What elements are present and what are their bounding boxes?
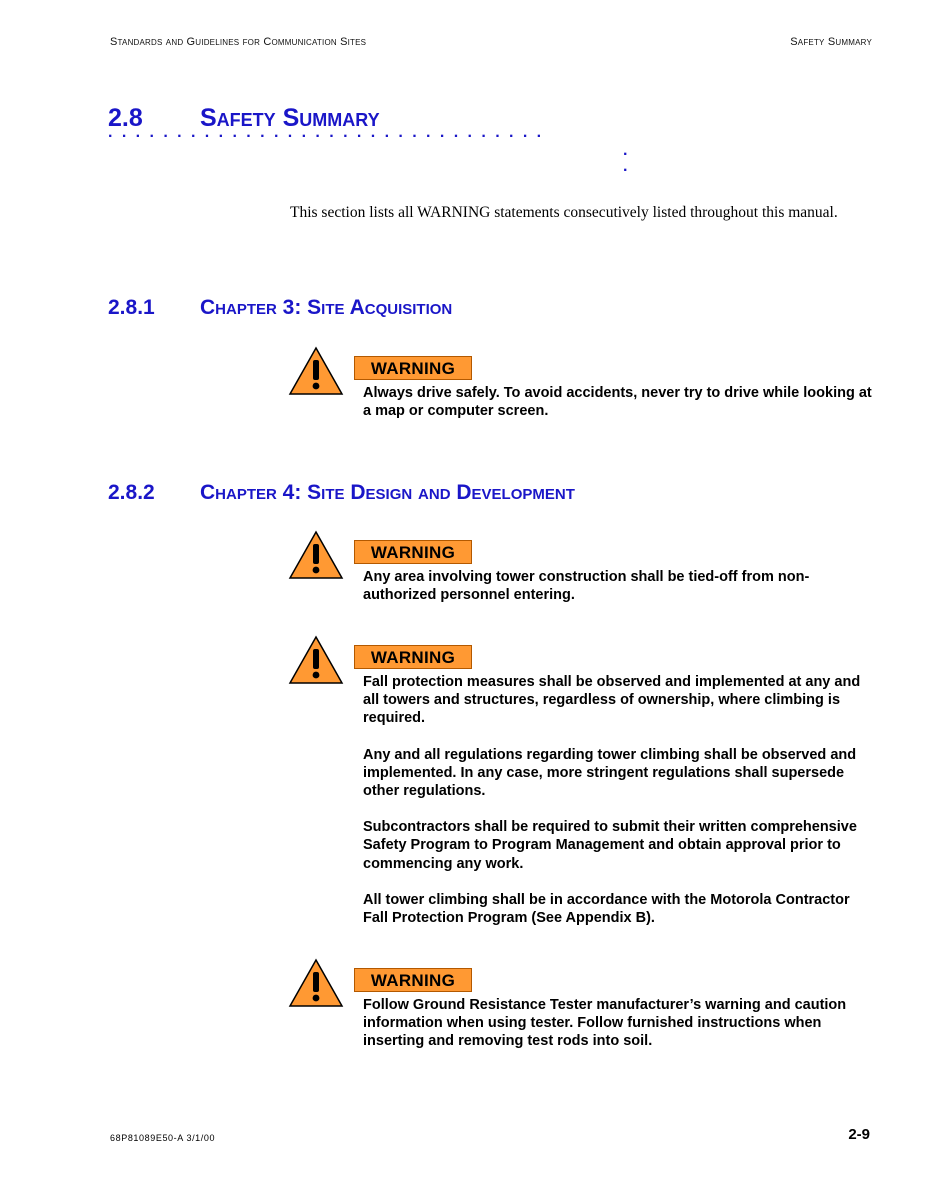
header-title: Standards and Guidelines for Communication Sites xyxy=(110,36,367,48)
subsection-title: Chapter 4: Site Design and Development xyxy=(200,481,575,504)
warning-paragraph: All tower climbing shall be in accordance with the Motorola Contractor Fall Protection Program (See Appendix B). xyxy=(363,891,850,927)
warning-label: WARNING xyxy=(354,540,472,564)
warning-label: WARNING xyxy=(354,356,472,380)
warning-triangle-icon xyxy=(288,530,344,580)
warning-text xyxy=(363,673,873,945)
warning-triangle-icon xyxy=(288,635,344,685)
warning-paragraph: Any and all regulations regarding tower climbing shall be observed and implemented. In any case, more stringent regulations shall supersede other regulations. xyxy=(363,746,857,800)
warning-text xyxy=(363,568,873,622)
header-section: Safety Summary xyxy=(790,36,872,48)
warning-text xyxy=(363,996,873,1069)
section-title: Safety Summary xyxy=(200,104,380,132)
warning-label: WARNING xyxy=(354,968,472,992)
warning-paragraph: Follow Ground Resistance Tester manufacturer’s warning and caution information when using tester. Follow furnished instructions when inserting and removing test rods into soil. xyxy=(363,997,847,1050)
warning-paragraph: Subcontractors shall be required to submit their written comprehensive Safety Program to Program Management and obtain approval prior to commencing any work. xyxy=(363,819,857,872)
warning-paragraph: Any area involving tower construction shall be tied-off from non-authorized personnel entering. xyxy=(363,569,810,604)
section-number: 2.8 xyxy=(108,104,143,132)
section-intro: This section lists all WARNING statements consecutively listed throughout this manual. xyxy=(290,204,838,221)
subsection-number: 2.8.2 xyxy=(108,481,155,504)
subsection-title: Chapter 3: Site Acquisition xyxy=(200,296,453,319)
footer-doc-id: 68P81089E50-A 3/1/00 xyxy=(110,1133,216,1143)
warning-triangle-icon xyxy=(288,346,344,396)
dotted-rule: ································ · · xyxy=(108,128,637,179)
warning-triangle-icon xyxy=(288,958,344,1008)
warning-paragraph: Fall protection measures shall be observed and implemented at any and all towers and structures, regardless of ownership, where climbing is required. xyxy=(363,674,861,727)
warning-label: WARNING xyxy=(354,645,472,669)
warning-paragraph: Always drive safely. To avoid accidents, never try to drive while looking at a map or computer screen. xyxy=(363,385,872,420)
warning-text xyxy=(363,384,873,438)
page-number: 2-9 xyxy=(848,1126,870,1143)
subsection-number: 2.8.1 xyxy=(108,296,155,319)
